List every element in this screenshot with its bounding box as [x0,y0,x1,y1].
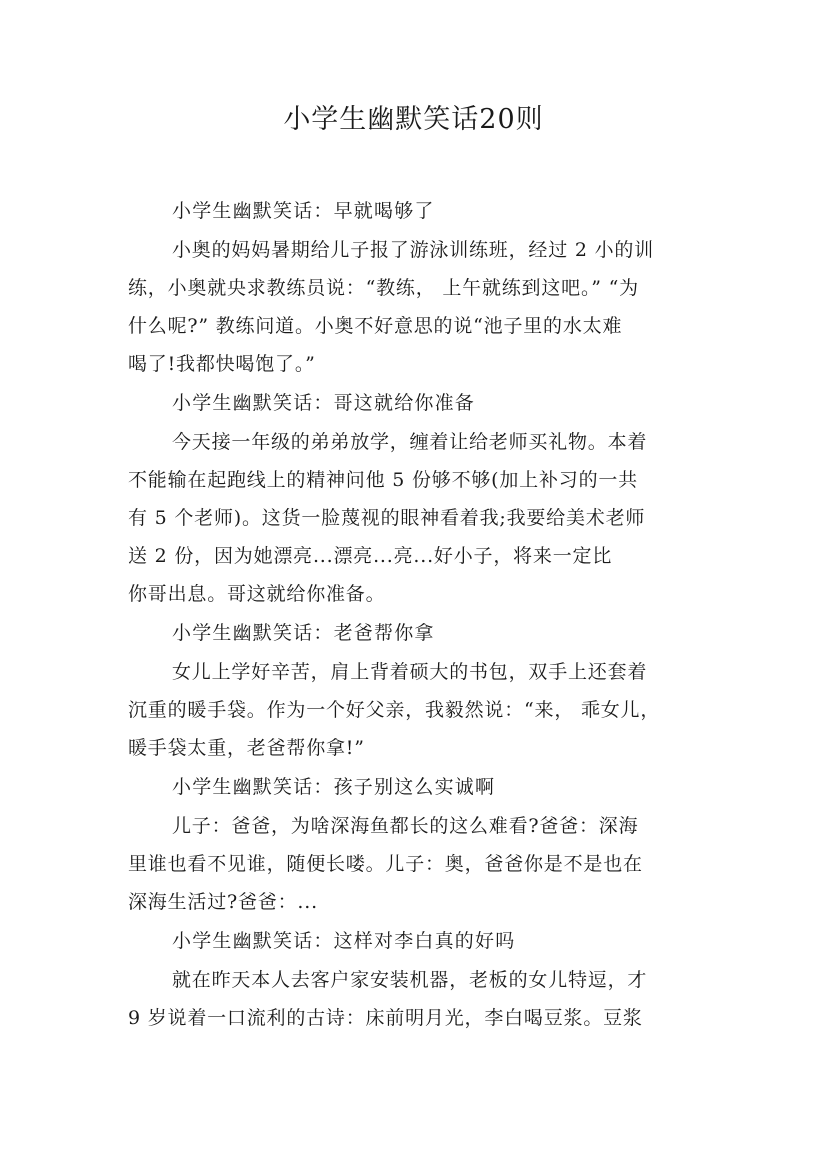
paragraph-line: 女儿上学好辛苦，肩上背着硕大的书包，双手上还套着 [172,661,648,683]
paragraph-line: 你哥出息。哥这就给你准备。 [128,583,386,605]
section-heading: 小学生幽默笑话：这样对李白真的好吗 [172,930,516,952]
paragraph-line: 9 岁说着一口流利的古诗：床前明月光，李白喝豆浆。豆浆 [128,1007,643,1029]
paragraph-line: 小奥的妈妈暑期给儿子报了游泳训练班，经过 2 小的训 [172,239,654,261]
paragraph-line: 今天接一年级的弟弟放学，缠着让给老师买礼物。本着 [172,431,648,453]
paragraph-line: 里谁也看不见谁，随便长喽。儿子：奥，爸爸你是不是也在 [128,853,643,875]
section-paragraph [128,961,708,1037]
section-heading: 小学生幽默笑话：早就喝够了 [172,200,435,222]
paragraph-line: 就在昨天本人去客户家安装机器，老板的女儿特逗，才 [172,969,648,991]
section-paragraph [128,653,708,767]
section-heading: 小学生幽默笑话：哥这就给你准备 [172,392,476,414]
paragraph-line: 沉重的暖手袋。作为一个好父亲，我毅然说：“来， 乖女儿， [128,699,661,721]
paragraph-line: 暖手袋太重，老爸帮你拿!” [128,737,365,759]
section-heading: 小学生幽默笑话：老爸帮你拿 [172,622,435,644]
section-paragraph [128,807,708,921]
section-heading: 小学生幽默笑话：孩子别这么实诚啊 [172,776,496,798]
paragraph-line: 有 5 个老师)。这货一脸蔑视的眼神看着我;我要给美术老师 [128,507,646,529]
section-paragraph [128,231,708,383]
document-body [128,193,708,1039]
paragraph-line: 练，小奥就央求教练员说：“教练， 上午就练到这吧。” “为 [128,277,639,299]
paragraph-line: 儿子：爸爸，为啥深海鱼都长的这么难看?爸爸：深海 [172,815,639,837]
paragraph-line: 什么呢?” 教练问道。小奥不好意思的说“池子里的水太难 [128,315,623,337]
paragraph-line: 喝了!我都快喝饱了。” [128,353,316,375]
paragraph-line: 送 2 份，因为她漂亮...漂亮...亮...好小子，将来一定比 [128,545,613,567]
document-title: 小学生幽默笑话20则 [283,104,544,135]
paragraph-line: 不能输在起跑线上的精神问他 5 份够不够(加上补习的一共 [128,469,638,491]
section-paragraph [128,423,708,613]
paragraph-line: 深海生活过?爸爸：... [128,891,318,913]
